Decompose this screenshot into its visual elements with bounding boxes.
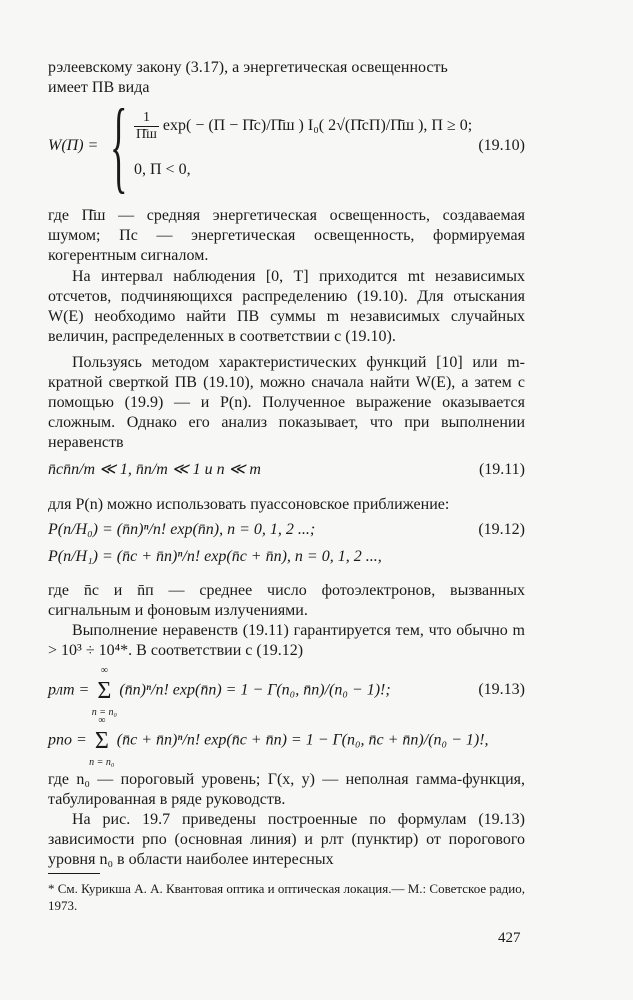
eq1913b-body xyxy=(48,715,489,768)
equation-19-13a xyxy=(48,665,525,718)
eq1913a-body xyxy=(48,665,391,718)
left-brace-glyph: { xyxy=(110,88,128,203)
paragraph-method: Пользуясь методом характеристических функций [10] или m-кратной сверткой ПВ (19.10), можно сначала найти W(E), а затем с помощью (19.9) — и P(n). Полученное выражение оказывается сложным. Однако его анализ показывает, что при выполнении неравенств xyxy=(48,354,525,451)
eq1910-number: (19.10) xyxy=(478,137,525,154)
eq1912-number: (19.12) xyxy=(478,521,525,538)
eq1911-body: n̄сn̄п/m ≪ 1, n̄п/m ≪ 1 и n ≪ m xyxy=(48,461,261,478)
eq1910-case1-fraction: $\frac{1}{П̄ш}$ xyxy=(136,110,157,142)
eq1913-number: (19.13) xyxy=(478,681,525,698)
eq1910-lhs: W(П) = xyxy=(48,137,99,154)
paragraph-for: для P(n) можно использовать пуассоновское приближение: xyxy=(48,496,450,513)
paragraph-interval: На интервал наблюдения [0, T] приходится mt независимых отсчетов, подчиняющихся распределению (19.10). Для отыскания W(E) необходимо найти ПВ суммы m независимых случайных величин, распределенных в соответствии с (19.10). xyxy=(48,268,525,345)
equation-19-12a xyxy=(48,520,525,542)
intro-line-1: рэлеевскому закону (3.17), а энергетическая освещенность xyxy=(48,59,448,76)
eq1913b-rhs: (n̄с + n̄п)ⁿ/n! exp(n̄с + n̄п) = 1 − Γ(n₀, n̄с + n̄п)/(n₀ − 1)!, xyxy=(116,731,489,749)
eq1912a-body: P(n/H₀) = (n̄п)ⁿ/n! exp(n̄п), n = 0, 1, 2 ...; xyxy=(48,521,316,538)
eq1911-number: (19.11) xyxy=(478,461,525,478)
equation-19-11 xyxy=(48,460,525,482)
eq1910-case1-text: exp( − (П − П̄с)/П̄ш ) I₀( 2√(П̄сП)/П̄ш ), П ≥ 0; xyxy=(162,117,473,135)
equation-19-13b xyxy=(48,715,525,768)
summation-sign: ∞ Σ n = n₀ xyxy=(91,665,117,718)
paragraph-where-1: где П̄ш — средняя энергетическая освещенность, создаваемая шумом; Пс — энергетическая освещенность, формируемая когерентным сигналом. xyxy=(48,207,525,264)
paragraph-where-2: где n̄с и n̄п — среднее число фотоэлектронов, вызванных сигнальным и фоновым излучениями. xyxy=(48,582,525,619)
summation-sign: ∞ Σ n = n₀ xyxy=(89,715,115,768)
eq1910-case1 xyxy=(134,110,472,143)
footnote-rule xyxy=(48,873,100,874)
paragraph-fulfill: Выполнение неравенств (19.11) гарантируется тем, что обычно m > 10³ ÷ 10⁴*. В соответствии с (19.12) xyxy=(48,622,525,659)
paragraph-where-3: где n₀ — пороговый уровень; Γ(x, y) — неполная гамма-функция, табулированная в ряде руководств. xyxy=(48,771,525,808)
equation-19-12b xyxy=(48,547,525,569)
eq1913b-lhs: pпо = xyxy=(48,731,87,749)
equation-19-10 xyxy=(48,88,525,204)
eq1910-case2: 0, П < 0, xyxy=(134,161,191,178)
intro-line-2: имеет ПВ вида xyxy=(48,79,150,96)
eq1912b-body: P(n/H₁) = (n̄с + n̄п)ⁿ/n! exp(n̄с + n̄п), n = 0, 1, 2 ..., xyxy=(48,548,382,565)
footnote: * См. Курикша А. А. Квантовая оптика и оптическая локация.— М.: Советское радио, 1973. xyxy=(48,881,525,913)
eq1913a-lhs: pлт = xyxy=(48,681,90,699)
paragraph-figure: На рис. 19.7 приведены построенные по формулам (19.13) зависимости pпо (основная линия) и pлт (пунктир) от порогового уровня n₀ в области наиболее интересных xyxy=(48,811,525,868)
page-number: 427 xyxy=(498,930,521,946)
eq1913a-rhs: (n̄п)ⁿ/n! exp(n̄п) = 1 − Γ(n₀, n̄п)/(n₀ − 1)!; xyxy=(119,681,391,699)
